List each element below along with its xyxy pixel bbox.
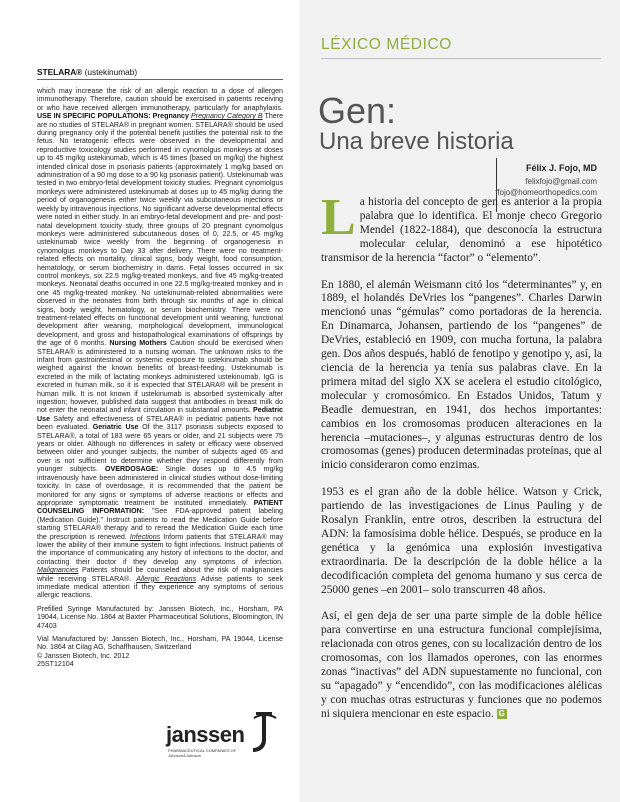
article-paragraph: Así, el gen deja de ser una parte simple de la doble hélice para convertirse en una estructura funcional complejísima, relacionada con otros genes, con su localización dentro de los cromosomas, con los llamados operones, con las enormes zonas “inactivas” del ADN supuestamente no funcional, con su “apagado” y “encendido”, con las modificaciones alélicas y con muchas otras estructuras y funciones que no podemos ni siquiera mencionar en este espacio. G xyxy=(321,610,602,720)
janssen-swoosh-icon xyxy=(250,710,278,754)
prescribing-info-column xyxy=(0,0,300,802)
end-mark-icon: G xyxy=(498,709,505,719)
doc-code: 25ST12104 xyxy=(37,660,74,669)
article-paragraph: En 1880, el alemán Weismann citó los “determinantes” y, en 1889, el holandés DeVries los “pangenes”. Charles Darwin mencionó unas “gémulas” como portadoras de la herencia. En Dinamarca, Johansen, partiendo de los “pangenes” de DeVries, estableció en 1909, con mucha fortuna, la palabra gen. Dos años después, habló de fenotipo y genotipo y, así, la ciencia de la herencia ya tenía sus palabras clave. En la primera mitad del siglo XX se acelera el estudio citológico, molecular y cromosómico. En Estados Unidos, Tatum y Beadle demuestran, en 1941, dos hechos importantes: cambios en los cromosomas producen alteraciones en la herencia –mutaciones–, y algunas estructuras dentro de los cromosomas (genes) producen determinadas proteínas, que al inicio consideraron como enzimas. xyxy=(321,278,602,472)
pi-text xyxy=(37,87,283,669)
pi-header xyxy=(37,67,137,77)
janssen-logo xyxy=(166,710,286,780)
pi-paragraph: which may increase the risk of an allergic reaction to a dose of allergen immunotherapy. Therefore, caution should be exercised in patients receiving or who have received allergen immunotherapy, particularly for anaphylaxis. USE IN SPECIFIC POPULATIONS: Pregnancy Pregnancy Category B There are no studies of STELARA® in pregnant women. STELARA® should be used during pregnancy only if the potential benefit justifies the potential risk to the fetus. No teratogenic effects were observed in the developmental and reproductive toxicology studies performed in cynomolgus monkeys at doses up to 45 mg/kg ustekinumab, which is 45 times (based on mg/kg) the highest intended clinical dose in psoriasis patients (approximately 1 mg/kg based on administration of a 90 mg dose to a 90 kg psoriasis patient). Ustekinumab was tested in two embryo-fetal development toxicity studies. Pregnant cynomolgus monkeys were administered ustekinumab at doses up to 45 mg/kg during the period of organogenesis either twice weekly via subcutaneous injections or weekly by intravenous injections. No significant adverse developmental effects were noted in either study. In an embryo-fetal development and pre- and post-natal development toxicity study, three groups of 20 pregnant cynomolgus monkeys were administered subcutaneous doses of 0, 22.5, or 45 mg/kg ustekinumab twice weekly from the beginning of organogenesis in cynomolgus monkeys to Day 33 after delivery. There were no treatment-related effects on mortality, clinical signs, body weight, food consumption, hematology, or serum biochemistry in dams. Fetal losses occurred in six control monkeys, six 22.5 mg/kg-treated monkeys, and five 45 mg/kg-treated monkeys. Neonatal deaths occurred in one 22.5 mg/kg-treated monkey and in one 45 mg/kg-treated monkey. No ustekinumab-related abnormalities were observed in the neonates from birth through six months of age in clinical signs, body weight, hematology, or serum biochemistry. There were no treatment-related effects on functional development until weaning, functional development after weaning, morphological development, immunological development, and gross and histopathological examinations of offsprings by the age of 6 months. Nursing Mothers Caution should be exercised when STELARA® is administered to a nursing woman. The unknown risks to the infant from gastrointestinal or systemic exposure to ustekinumab should be weighed against the known benefits of breast-feeding. Ustekinumab is excreted in the milk of lactating monkeys administered ustekinumab. IgG is excreted in human milk, so it is expected that STELARA® will be present in human milk. It is not known if ustekinumab is absorbed systemically after ingestion; however, published data suggest that antibodies in breast milk do not enter the neonatal and infant circulation in substantial amounts. Pediatric Use Safety and effectiveness of STELARA® in pediatric patients have not been evaluated. Geriatric Use Of the 3117 psoriasis subjects exposed to STELARA®, a total of 183 were 65 years or older, and 21 subjects were 75 years or older. Although no differences in safety or efficacy were observed between older and younger subjects, the number of subjects aged 65 and over is not sufficient to determine whether they respond differently from younger subjects. OVERDOSAGE: Single doses up to 4.5 mg/kg intravenously have been administered in clinical studies without dose-limiting toxicity. In case of overdosage, it is recommended that the patient be monitored for any signs or symptoms of adverse reactions or effects and appropriate symptomatic treatment be instituted immediately. PATIENT COUNSELING INFORMATION: "See FDA-approved patient labeling (Medication Guide)." Instruct patients to read the Medication Guide before starting STELARA® therapy and to reread the Medication Guide each time the prescription is renewed. Infections Inform patients that STELARA® may lower the ability of their immune system to fight infections. Instruct patients of the importance of communicating any history of infections to the doctor, and contacting their doctor if they develop any symptoms of infection. Malignancies Patients should be counseled about the risk of malignancies while receiving STELARA®. Allergic Reactions Advise patients to seek immediate medical attention if they experience any symptoms of serious allergic reactions. xyxy=(37,87,284,600)
byline xyxy=(495,163,597,198)
brand-name: STELARA® xyxy=(37,67,83,77)
author-email: felixfojo@gmail.com xyxy=(525,177,597,186)
section-heading: LÉXICO MÉDICO xyxy=(321,36,452,53)
article-subtitle: Una breve historia xyxy=(319,128,514,155)
drop-cap: L xyxy=(321,189,356,246)
vial-manufacturer-note: Vial Manufactured by: Janssen Biotech, Inc., Horsham, PA 19044, License No. 1864 at Cilag AG, Schaffhausen, Switzerland xyxy=(37,635,283,652)
manufacturer-note: Prefilled Syringe Manufactured by: Janssen Biotech, Inc., Horsham, PA 19044, License No. 1864 at Baxter Pharmaceutical Solutions, Bloomington, IN 47403 xyxy=(37,604,283,630)
article-paragraph: 1953 es el gran año de la doble hélice. Watson y Crick, partiendo de las investigaciones de Linus Pauling y de Rosalyn Franklin, entre otros, describen la estructura del ADN: la famosísima doble hélice. Después, se produce en la genética y la genómica una explosión investigativa extraordinaria. De la descripción de la doble hélice a la decodificación completa del genoma humano y sus cerca de 25000 genes –en 2001– solo transcurren 48 años. xyxy=(321,486,602,596)
header-divider xyxy=(37,79,283,80)
article-title: Gen: xyxy=(318,90,397,131)
author-email-secondary: ffojo@homeorthopedics.com xyxy=(495,188,597,197)
logo-subline: PHARMACEUTICAL COMPANIES OF Johnson&Johnson xyxy=(168,748,237,758)
logo-wordmark: janssen xyxy=(166,722,245,747)
author-name: Félix J. Fojo, MD xyxy=(525,163,597,173)
copyright: © Janssen Biotech, Inc. 2012 xyxy=(37,651,130,660)
section-divider xyxy=(321,58,601,59)
article-paragraph: La historia del concepto de gen es anterior a la propia palabra que lo identifica. El monje checo Gregorio Mendel (1822-1884), que desconocía la estructura molecular celular, denominó a ese hipotético transmisor de la herencia “factor” o “elemento”. xyxy=(321,189,602,264)
brand-generic-name: (ustekinumab) xyxy=(82,67,138,77)
